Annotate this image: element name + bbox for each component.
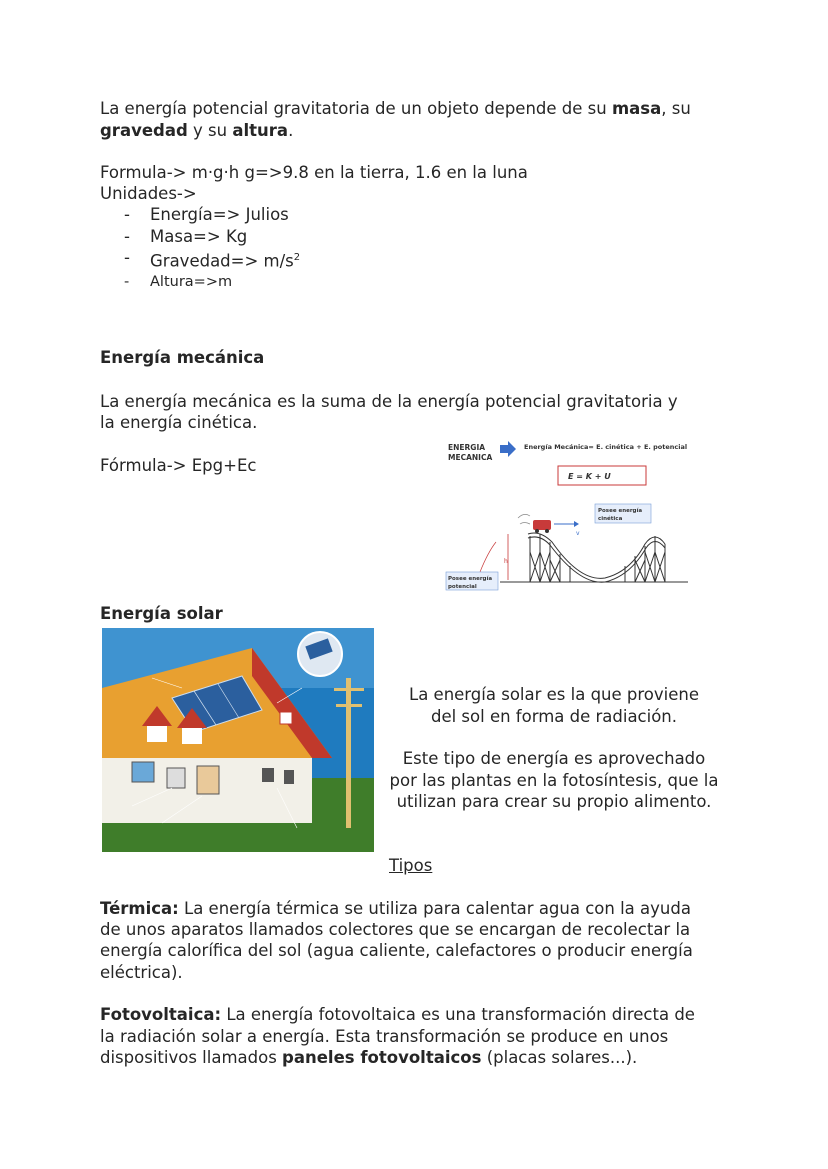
- svg-text:Posee energía: Posee energía: [598, 508, 643, 514]
- figure-definition: Energía Mecánica= E. cinética + E. potencial: [524, 443, 688, 451]
- mechanical-text-line1: La energía mecánica es la suma de la energía potencial gravitatoria y: [100, 392, 678, 411]
- arrow-right-icon: [500, 441, 516, 457]
- thermal-line3: energía calorífica del sol (agua caliente, calefactores o producir energía: [100, 941, 693, 960]
- pv-line3: dispositivos llamados paneles fotovoltaicos (placas solares...).: [100, 1048, 638, 1067]
- roller-coaster-cart-icon: [533, 520, 551, 533]
- mechanical-energy-figure: [440, 432, 700, 592]
- solar-desc1-line2: del sol en forma de radiación.: [430, 707, 678, 726]
- svg-text:potencial: potencial: [448, 584, 477, 590]
- unit-item-height: - Altura=>m: [124, 272, 300, 294]
- svg-text:Posee energía: Posee energía: [448, 576, 493, 582]
- thermal-line2: de unos aparatos llamados colectores que se encargan de recolectar la: [100, 920, 691, 939]
- unit-item-energy: - Energía=> Julios: [124, 204, 300, 226]
- mechanical-text-line2: la energía cinética.: [100, 413, 258, 432]
- solar-desc2-line2: por las plantas en la fotosíntesis, que la: [389, 771, 719, 790]
- window: [132, 762, 154, 782]
- solar-panel-detail-icon: [298, 632, 342, 676]
- figure-label-line1: ENERGIA: [448, 443, 486, 452]
- figure-equation: E = K + U: [568, 472, 611, 481]
- thermal-line4: eléctrica).: [100, 963, 183, 982]
- svg-text:h: h: [504, 558, 508, 565]
- unit-item-mass: - Masa=> Kg: [124, 226, 300, 248]
- types-heading: Tipos: [389, 856, 433, 875]
- svg-text:v: v: [576, 530, 580, 537]
- potential-formula: Formula-> m·g·h g=>9.8 en la tierra, 1.6 en la luna: [100, 163, 528, 182]
- mechanical-formula: Fórmula-> Epg+Ec: [100, 456, 257, 475]
- solar-house-illustration: [102, 628, 374, 852]
- solar-desc2-line3: utilizan para crear su propio alimento.: [396, 792, 712, 811]
- figure-label-line2: MECANICA: [448, 453, 493, 462]
- mechanical-heading: Energía mecánica: [100, 348, 265, 367]
- units-label: Unidades->: [100, 184, 197, 203]
- potential-intro-line2: gravedad y su altura.: [100, 121, 294, 140]
- solar-heading: Energía solar: [100, 604, 223, 623]
- roller-coaster-track: [500, 533, 688, 582]
- units-list: [124, 204, 300, 294]
- solar-desc1-line1: La energía solar es la que proviene: [409, 685, 699, 704]
- pv-line1: Fotovoltaica: La energía fotovoltaica es una transformación directa de: [100, 1005, 695, 1024]
- pv-line2: la radiación solar a energía. Esta transformación se produce en unos: [100, 1027, 669, 1046]
- potential-intro-line1: La energía potencial gravitatoria de un objeto depende de su masa, su: [100, 99, 691, 118]
- unit-item-gravity: - Gravedad=> $m/s^2$: [124, 247, 300, 272]
- solar-desc2-line1: Este tipo de energía es aprovechado: [402, 749, 706, 768]
- thermal-line1: Térmica: La energía térmica se utiliza para calentar agua con la ayuda: [100, 899, 691, 918]
- svg-text:cinética: cinética: [598, 516, 623, 522]
